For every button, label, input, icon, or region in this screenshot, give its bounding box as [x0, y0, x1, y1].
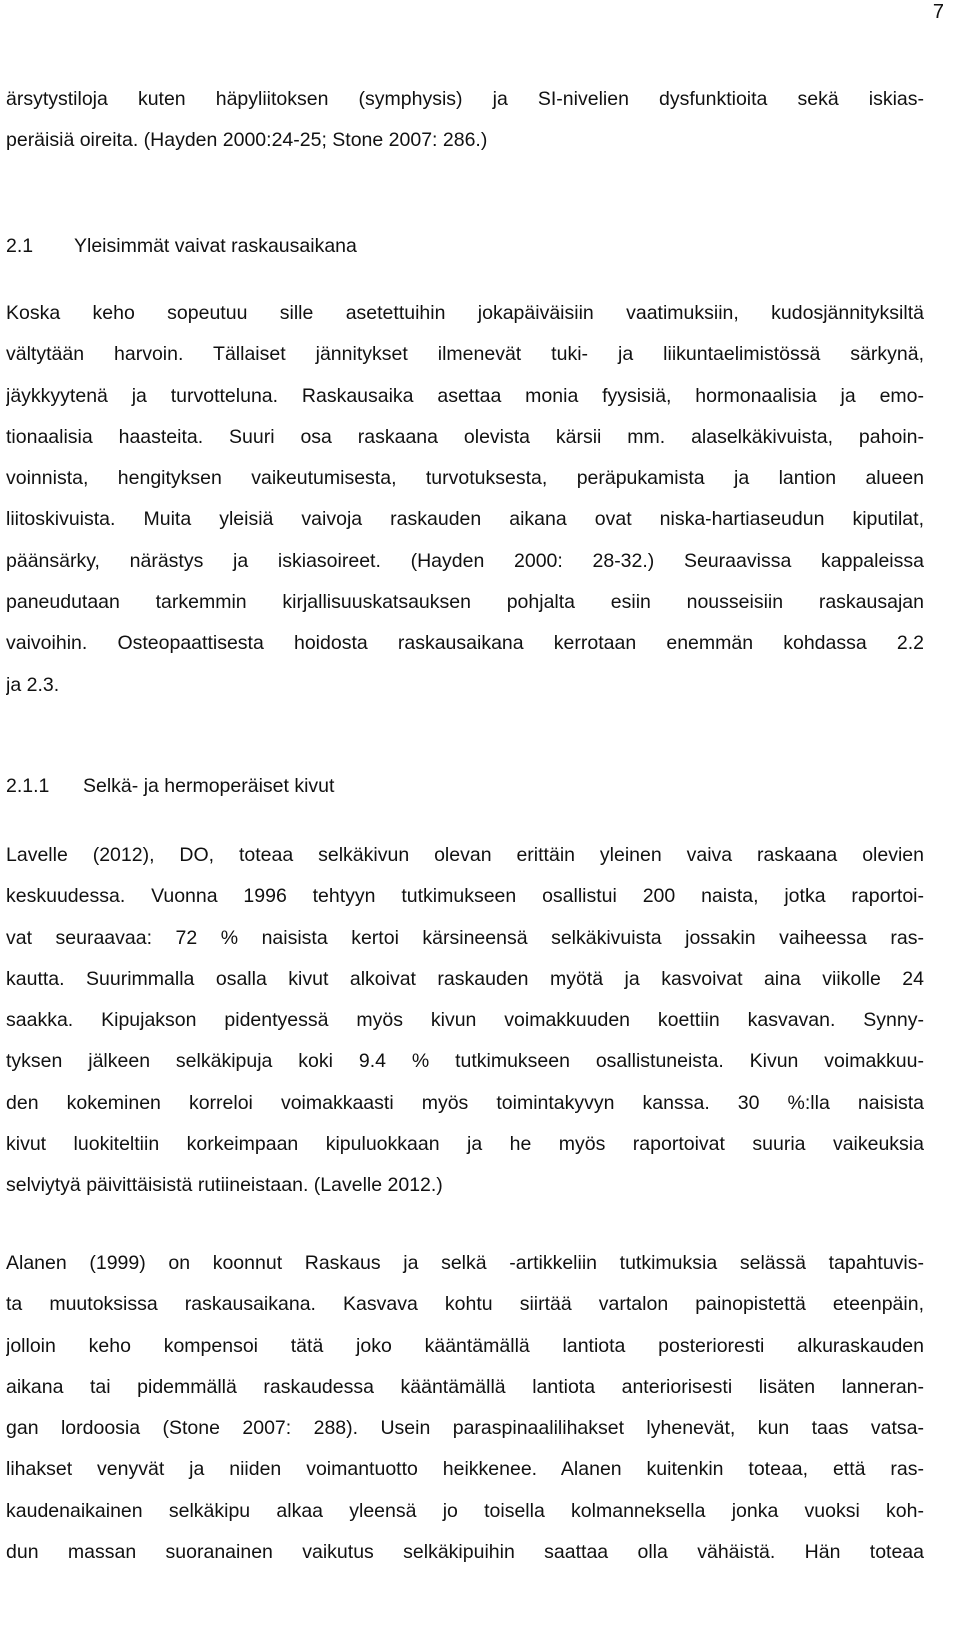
paragraph-line: keskuudessa. Vuonna 1996 tehtyyn tutkimukseen osallistui 200 naista, jotka raportoi- [6, 885, 924, 908]
paragraph-line: peräisiä oireita. (Hayden 2000:24-25; Stone 2007: 286.) [6, 129, 488, 152]
paragraph-line: jäykkyytenä ja turvotteluna. Raskausaika asettaa monia fyysisiä, hormonaalisia ja emo- [6, 384, 924, 407]
paragraph-line: Lavelle (2012), DO, toteaa selkäkivun olevan erittäin yleinen vaiva raskaana olevien [6, 844, 924, 866]
paragraph-line: aikana tai pidemmällä raskaudessa kääntämällä lantiota anteriorisesti lisäten lanneran- [6, 1375, 924, 1398]
paragraph-line: vat seuraavaa: 72 % naisista kertoi kärsineensä selkäkivuista jossakin vaiheessa ras- [6, 926, 924, 949]
section-2-1-1-paragraph-1 [6, 835, 924, 1207]
section-title: Selkä- ja hermoperäiset kivut [83, 775, 335, 797]
section-heading-2-1 [6, 226, 924, 266]
paragraph-line: lihakset venyvät ja niiden voimantuotto heikkenee. Alanen kuitenkin toteaa, että ras- [6, 1458, 924, 1481]
intro-paragraph [6, 79, 924, 162]
paragraph-line: liitoskivuista. Muita yleisiä vaivoja raskauden aikana ovat niska-hartiaseudun kiputilat, [6, 508, 924, 531]
paragraph-line: Alanen (1999) on koonnut Raskaus ja selkä -artikkeliin tutkimuksia selässä tapahtuvis- [6, 1252, 924, 1274]
paragraph-line: voinnista, hengityksen vaikeutumisesta, turvotuksesta, peräpukamista ja lantion alueen [6, 467, 924, 490]
page-number: 7 [932, 1, 944, 23]
paragraph-line: jolloin keho kompensoi tätä joko kääntämällä lantiota posterioresti alkuraskauden [6, 1334, 924, 1357]
paragraph-line: ta muutoksissa raskausaikana. Kasvava kohtu siirtää vartalon painopistettä eteenpäin, [6, 1293, 924, 1316]
section-2-1-paragraph [6, 293, 924, 706]
section-heading-2-1-1 [6, 766, 924, 806]
paragraph-line: tyksen jälkeen selkäkipuja koki 9.4 % tutkimukseen osallistuneista. Kivun voimakkuu- [6, 1050, 924, 1073]
paragraph-line: päänsärky, närästys ja iskiasoireet. (Hayden 2000: 28-32.) Seuraavissa kappaleissa [6, 549, 924, 572]
paragraph-line: kaudenaikainen selkäkipu alkaa yleensä jo toisella kolmanneksella jonka vuoksi koh- [6, 1499, 924, 1522]
section-number: 2.1 [6, 235, 34, 257]
paragraph-line: Koska keho sopeutuu sille asetettuihin jokapäiväisiin vaatimuksiin, kudosjännityksiltä [6, 302, 924, 324]
paragraph-line: tionaalisia haasteita. Suuri osa raskaana olevista kärsii mm. alaselkäkivuista, pahoin- [6, 425, 924, 448]
paragraph-line: dun massan suoranainen vaikutus selkäkipuihin saattaa olla vähäistä. Hän toteaa [6, 1541, 924, 1564]
paragraph-line: saakka. Kipujakson pidentyessä myös kivun voimakkuuden koettiin kasvavan. Synny- [6, 1009, 924, 1032]
paragraph-line: ärsytystiloja kuten häpyliitoksen (symphysis) ja SI-nivelien dysfunktioita sekä iskias- [6, 88, 924, 110]
section-title: Yleisimmät vaivat raskausaikana [74, 235, 357, 257]
paragraph-line: kivut luokiteltiin korkeimpaan kipuluokkaan ja he myös raportoivat suuria vaikeuksia [6, 1133, 924, 1156]
paragraph-line: vältytään harvoin. Tällaiset jännitykset ilmenevät tuki- ja liikuntaelimistössä särkynä, [6, 343, 924, 366]
paragraph-line: kautta. Suurimmalla osalla kivut alkoivat raskauden myötä ja kasvoivat aina viikolle 24 [6, 967, 924, 990]
paragraph-line: selviytyä päivittäisistä rutiineistaan. (Lavelle 2012.) [6, 1174, 443, 1197]
paragraph-line: gan lordoosia (Stone 2007: 288). Usein paraspinaalilihakset lyhenevät, kun taas vatsa- [6, 1417, 924, 1440]
paragraph-line: paneudutaan tarkemmin kirjallisuuskatsauksen pohjalta esiin nousseisiin raskausajan [6, 591, 924, 614]
section-2-1-1-paragraph-2 [6, 1243, 924, 1573]
section-number: 2.1.1 [6, 775, 50, 797]
paragraph-line: den kokeminen korreloi voimakkaasti myös toimintakyvyn kanssa. 30 %:lla naisista [6, 1091, 924, 1114]
paragraph-line: vaivoihin. Osteopaattisesta hoidosta raskausaikana kerrotaan enemmän kohdassa 2.2 [6, 632, 924, 655]
paragraph-line: ja 2.3. [6, 673, 60, 696]
